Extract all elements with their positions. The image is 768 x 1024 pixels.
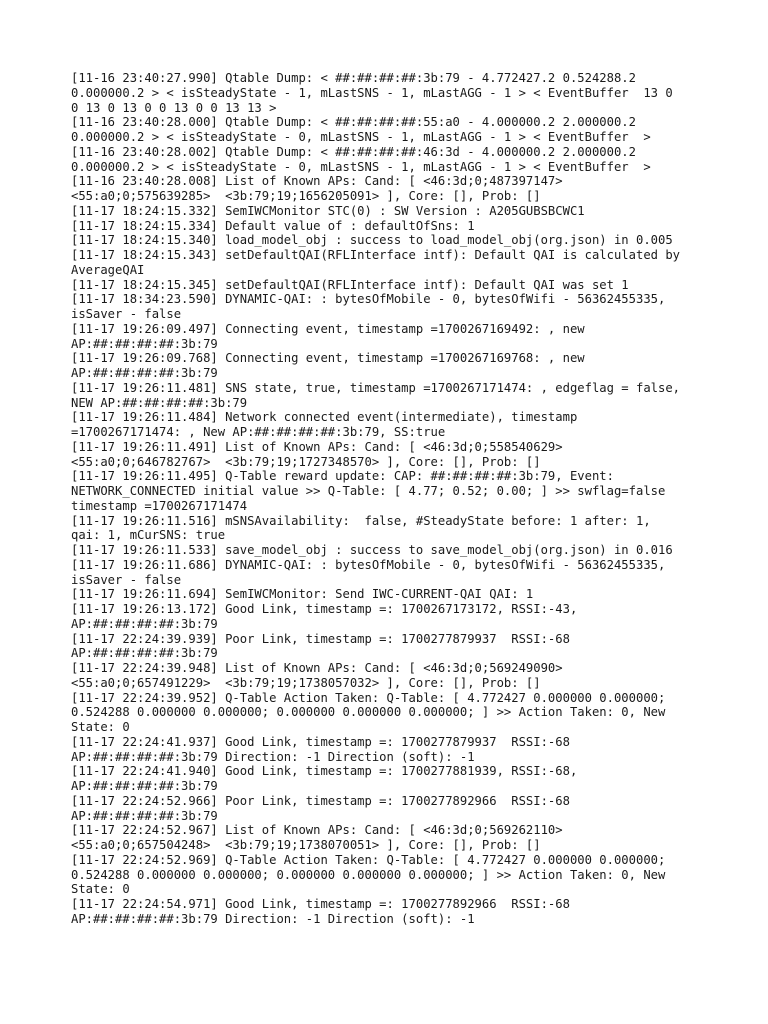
log-line: qai: 1, mCurSNS: true bbox=[71, 528, 226, 543]
log-line: AP:##:##:##:##:3b:79 bbox=[71, 779, 218, 793]
log-line: AP:##:##:##:##:3b:79 bbox=[71, 366, 218, 380]
log-line: AP:##:##:##:##:3b:79 bbox=[71, 646, 218, 661]
log-line: [11-16 23:40:28.000] Qtable Dump: < ##:##:##:##:55:a0 - 4.000000.2 2.000000.2 bbox=[71, 115, 636, 130]
log-line: AP:##:##:##:##:3b:79 bbox=[71, 336, 218, 351]
log-text-block bbox=[71, 71, 701, 927]
log-line: [11-17 19:26:11.516] mSNSAvailability: false, #SteadyState before: 1 after: 1, bbox=[71, 513, 651, 528]
log-line: [11-17 22:24:52.966] Poor Link, timestamp =: 1700277892966 RSSI:-68 bbox=[71, 793, 570, 808]
log-line: [11-17 19:26:11.491] List of Known APs: Cand: [ <46:3d;0;558540629> bbox=[71, 439, 563, 454]
log-line: [11-16 23:40:28.008] List of Known APs: Cand: [ <46:3d;0;487397147> bbox=[71, 174, 563, 189]
log-line: [11-17 18:24:15.340] load_model_obj : success to load_model_obj(org.json) in 0.005 bbox=[71, 233, 673, 248]
log-line: [11-17 22:24:39.948] List of Known APs: Cand: [ <46:3d;0;569249090> bbox=[71, 661, 563, 675]
log-line: isSaver - false bbox=[71, 307, 182, 321]
log-line: [11-17 22:24:52.967] List of Known APs: Cand: [ <46:3d;0;569262110> bbox=[71, 823, 563, 838]
log-line: [11-17 19:26:11.533] save_model_obj : success to save_model_obj(org.json) in 0.016 bbox=[71, 543, 673, 557]
log-line: AverageQAI bbox=[71, 262, 145, 277]
log-line: [11-17 19:26:11.686] DYNAMIC-QAI: : bytesOfMobile - 0, bytesOfWifi - 56362455335, bbox=[71, 557, 666, 572]
log-line: 0.000000.2 > < isSteadyState - 0, mLastSNS - 1, mLastAGG - 1 > < EventBuffer > bbox=[71, 130, 651, 144]
log-line: [11-17 22:24:41.940] Good Link, timestamp =: 1700277881939, RSSI:-68, bbox=[71, 764, 578, 779]
log-line: <55:a0;0;657504248> <3b:79;19;1738070051> ], Core: [], Prob: [] bbox=[71, 838, 541, 852]
log-line: [11-17 19:26:11.481] SNS state, true, timestamp =1700267171474: , edgeflag = false, bbox=[71, 380, 681, 395]
log-line: [11-17 19:26:13.172] Good Link, timestamp =: 1700267173172, RSSI:-43, bbox=[71, 602, 578, 616]
log-line: NETWORK_CONNECTED initial value >> Q-Table: [ 4.77; 0.52; 0.00; ] >> swflag=false bbox=[71, 484, 666, 498]
log-line: [11-17 18:24:15.332] SemIWCMonitor STC(0) : SW Version : A205GUBSBCWC1 bbox=[71, 203, 585, 218]
log-line: [11-17 19:26:11.484] Network connected event(intermediate), timestamp bbox=[71, 410, 578, 425]
log-line: 0 13 0 13 0 0 13 0 0 13 13 > bbox=[71, 100, 277, 115]
log-line: [11-17 19:26:11.495] Q-Table reward update: CAP: ##:##:##:##:3b:79, Event: bbox=[71, 469, 614, 484]
log-line: [11-17 18:34:23.590] DYNAMIC-QAI: : bytesOfMobile - 0, bytesOfWifi - 56362455335, bbox=[71, 292, 666, 307]
log-line: [11-17 19:26:09.497] Connecting event, timestamp =1700267169492: , new bbox=[71, 321, 585, 336]
log-line: State: 0 bbox=[71, 720, 130, 734]
log-line: <55:a0;0;575639285> <3b:79;19;1656205091> ], Core: [], Prob: [] bbox=[71, 189, 541, 203]
log-line: [11-17 22:24:54.971] Good Link, timestamp =: 1700277892966 RSSI:-68 bbox=[71, 897, 570, 911]
log-line: AP:##:##:##:##:3b:79 Direction: -1 Direction (soft): -1 bbox=[71, 749, 475, 764]
log-line: timestamp =1700267171474 bbox=[71, 498, 248, 513]
log-line: AP:##:##:##:##:3b:79 bbox=[71, 616, 218, 631]
log-line: [11-17 18:24:15.343] setDefaultQAI(RFLInterface intf): Default QAI is calculated by bbox=[71, 248, 681, 262]
log-line: [11-16 23:40:27.990] Qtable Dump: < ##:##:##:##:3b:79 - 4.772427.2 0.524288.2 bbox=[71, 71, 636, 85]
log-line: isSaver - false bbox=[71, 572, 182, 587]
log-line: 0.000000.2 > < isSteadyState - 0, mLastSNS - 1, mLastAGG - 1 > < EventBuffer > bbox=[71, 159, 651, 174]
log-line: 0.524288 0.000000 0.000000; 0.000000 0.000000 0.000000; ] >> Action Taken: 0, New bbox=[71, 867, 666, 882]
log-line: [11-17 18:24:15.345] setDefaultQAI(RFLInterface intf): Default QAI was set 1 bbox=[71, 277, 629, 292]
log-line: [11-17 19:26:11.694] SemIWCMonitor: Send IWC-CURRENT-QAI QAI: 1 bbox=[71, 587, 534, 602]
log-line: 0.000000.2 > < isSteadyState - 1, mLastSNS - 1, mLastAGG - 1 > < EventBuffer 13 0 bbox=[71, 85, 673, 100]
log-line: =1700267171474: , New AP:##:##:##:##:3b:79, SS:true bbox=[71, 425, 446, 439]
log-line: [11-17 19:26:09.768] Connecting event, timestamp =1700267169768: , new bbox=[71, 351, 585, 366]
log-line: 0.524288 0.000000 0.000000; 0.000000 0.000000 0.000000; ] >> Action Taken: 0, New bbox=[71, 705, 666, 720]
log-line: NEW AP:##:##:##:##:3b:79 bbox=[71, 395, 248, 410]
log-line: [11-17 22:24:39.939] Poor Link, timestamp =: 1700277879937 RSSI:-68 bbox=[71, 631, 570, 646]
log-line: [11-17 22:24:39.952] Q-Table Action Taken: Q-Table: [ 4.772427 0.000000 0.000000; bbox=[71, 690, 666, 705]
log-line: [11-16 23:40:28.002] Qtable Dump: < ##:##:##:##:46:3d - 4.000000.2 2.000000.2 bbox=[71, 144, 636, 159]
log-line: AP:##:##:##:##:3b:79 bbox=[71, 808, 218, 823]
log-line: [11-17 22:24:41.937] Good Link, timestamp =: 1700277879937 RSSI:-68 bbox=[71, 734, 570, 749]
log-line: <55:a0;0;646782767> <3b:79;19;1727348570> ], Core: [], Prob: [] bbox=[71, 454, 541, 469]
log-line: <55:a0;0;657491229> <3b:79;19;1738057032> ], Core: [], Prob: [] bbox=[71, 675, 541, 690]
log-line: [11-17 22:24:52.969] Q-Table Action Taken: Q-Table: [ 4.772427 0.000000 0.000000; bbox=[71, 852, 666, 867]
log-line: State: 0 bbox=[71, 882, 130, 897]
log-line: AP:##:##:##:##:3b:79 Direction: -1 Direction (soft): -1 bbox=[71, 911, 475, 926]
log-line: [11-17 18:24:15.334] Default value of : defaultOfSns: 1 bbox=[71, 218, 475, 233]
